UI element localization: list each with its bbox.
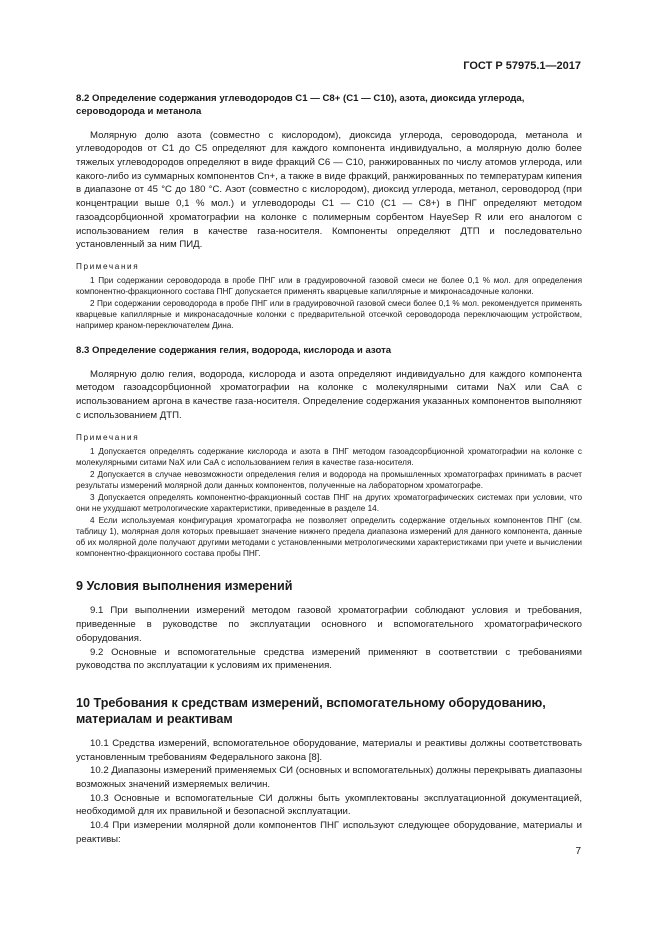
note-8-3-4: 4 Если используемая конфигурация хроматографа не позволяет определить содержание отдельных компонентов ПНГ (см. таблицу 1), молярная доля которых превышает значение нижнего предела диапазона измерений для данного компонента, данные об их молярной доле получают другими методами с установленными метрологическими характеристиками при учете и вычислении компонентно-фракционного состава пробы ПНГ. bbox=[76, 516, 582, 559]
paragraph-9-2: 9.2 Основные и вспомогательные средства измерений применяют в соответствии с требованиями руководства по эксплуатации к условиям их применения. bbox=[76, 646, 582, 672]
note-8-3-2: 2 Допускается в случае невозможности определения гелия и водорода на промышленных хроматографах принимать в расчет результаты измерений молярной доли данных компонентов, полученные на лабораторном хроматографе. bbox=[76, 469, 582, 490]
note-8-2-2: 2 При содержании сероводорода в пробе ПНГ или в градуировочной газовой смеси более 0,1 % мол. рекомендуется применять кварцевые капиллярные и микронасадочные колонки с предварительной отсечкой сероводорода переключающим устройством, например краном-переключателем Дина. bbox=[76, 299, 582, 331]
note-8-2-1: 1 При содержании сероводорода в пробе ПНГ или в градуировочной газовой смеси не более 0,1 % мол. для определения компонентно-фракционного состава ПНГ допускается применять кварцевые капиллярные и микронасадочные колонки. bbox=[76, 275, 582, 297]
note-8-3-3: 3 Допускается определять компонентно-фракционный состав ПНГ на других хроматографических системах при условии, что они не ухудшают метрологические характеристики, приведенные в разделе 14. bbox=[76, 492, 582, 513]
standard-number: ГОСТ Р 57975.1—2017 bbox=[463, 60, 581, 72]
page-content bbox=[76, 92, 582, 847]
paragraph-10-1: 10.1 Средства измерений, вспомогательное оборудование, материалы и реактивы должны соответствовать установленным требованиям Федерального закона [8]. bbox=[76, 737, 582, 763]
paragraph-9-1: 9.1 При выполнении измерений методом газовой хроматографии соблюдают условия и требования, приведенные в руководстве по эксплуатации основного и вспомогательного хроматографического оборудования. bbox=[76, 605, 582, 644]
paragraph-10-4: 10.4 При измерении молярной доли компонентов ПНГ используют следующее оборудование, материалы и реактивы: bbox=[76, 820, 582, 845]
paragraph-10-3: 10.3 Основные и вспомогательные СИ должны быть укомплектованы эксплуатационной документацией, необходимой для их правильной и безопасной эксплуатации. bbox=[76, 792, 582, 818]
subsection-8-3-title: 8.3 Определение содержания гелия, водорода, кислорода и азота bbox=[76, 345, 392, 357]
subsection-8-2-title: 8.2 Определение содержания углеводородов С1 — С8+ (С1 — С10), азота, диоксида углерода, сероводорода и метанола bbox=[76, 93, 525, 118]
section-9-title: 9 Условия выполнения измерений bbox=[76, 579, 293, 594]
notes-heading: Примечания bbox=[76, 261, 140, 271]
subsection-8-3-body: Молярную долю гелия, водорода, кислорода и азота определяют индивидуально для каждого компонента методом газоадсорбционной хроматографии на колонке с молекулярными ситами NaX или CaA с использованием аргона в качестве газа-носителя. Определение содержания указанных компонентов выполняют с использованием ДТП. bbox=[76, 368, 582, 421]
notes-heading: Примечания bbox=[76, 432, 140, 442]
page-number: 7 bbox=[575, 846, 581, 857]
section-10-title: 10 Требования к средствам измерений, вспомогательному оборудованию, материалам и реактивам bbox=[76, 695, 546, 726]
paragraph-10-2: 10.2 Диапазоны измерений применяемых СИ (основных и вспомогательных) должны перекрывать диапазоны возможных значений измеряемых величин. bbox=[76, 765, 582, 791]
note-8-3-1: 1 Допускается определять содержание кислорода и азота в ПНГ методом газоадсорбционной хроматографии на колонке с молекулярными ситами NaX или CaA с использованием гелия в качестве газа-носителя. bbox=[76, 446, 582, 467]
subsection-8-2-body: Молярную долю азота (совместно с кислородом), диоксида углерода, сероводорода, метанола и углеводородов от С1 до С5 определяют для каждого компонента индивидуально, а молярную долю более тяжелых углеводородов определяют в виде фракций С6 — С10, ранжированных по числу атомов углерода, или какого-либо из суммарных компонентов Сn+, а также в виде фракций, ранжированных по температурам кипения в диапазоне от 45 °С до 180 °С. Азот (совместно с кислородом), диоксид углерода, метанол, сероводород (при концентрации выше 0,1 % мол.) и углеводороды С1 — С10 (С1 — С8+) в ПНГ определяют методом газоадсорбционной хроматографии на колонке с полимерным сорбентом HayeSep R или его аналогом с использованием гелия в качестве газа-носителя. Компоненты определяют ДТП и последовательно установленный за ним ПИД. bbox=[76, 129, 582, 251]
